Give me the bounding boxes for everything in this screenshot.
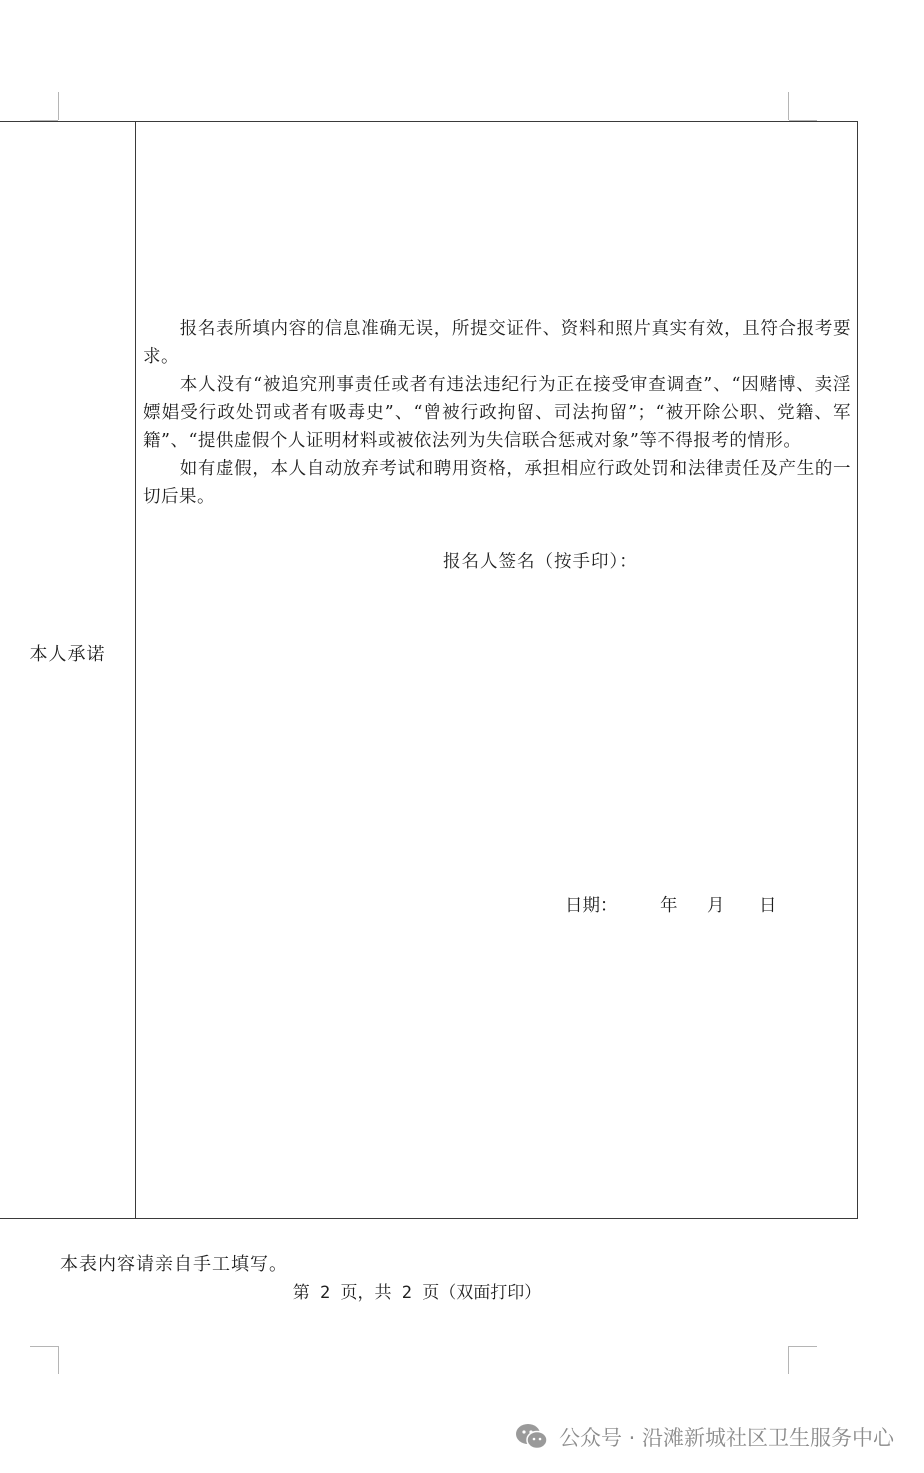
crop-mark-bottom-right-h bbox=[789, 1346, 817, 1347]
pledge-paragraph-2: 本人没有“被追究刑事责任或者有违法违纪行为正在接受审查调查”、“因赌博、卖淫嫖娼受行政处罚或者有吸毒史”、“曾被行政拘留、司法拘留”；“被开除公职、党籍、军籍”、“提供虚假个人证明材料或被依法列为失信联合惩戒对象”等不得报考的情形。 bbox=[143, 375, 851, 451]
date-row bbox=[565, 892, 777, 917]
pledge-paragraph-1: 报名表所填内容的信息准确无误，所提交证件、资料和照片真实有效，且符合报考要求。 bbox=[143, 319, 851, 367]
crop-mark-bottom-right bbox=[788, 1346, 789, 1374]
crop-mark-bottom-left bbox=[58, 1346, 59, 1374]
date-day: 日 bbox=[759, 896, 777, 916]
date-year: 年 bbox=[660, 896, 678, 916]
crop-mark-top-left bbox=[58, 92, 59, 120]
pledge-paragraph-3: 如有虚假，本人自动放弃考试和聘用资格，承担相应行政处罚和法律责任及产生的一切后果。 bbox=[143, 459, 851, 507]
crop-mark-top-right bbox=[788, 92, 789, 120]
pledge-table bbox=[0, 121, 858, 1219]
watermark-text: 公众号 · 沿滩新城社区卫生服务中心 bbox=[558, 1426, 894, 1450]
footer-note: 本表内容请亲自手工填写。 bbox=[60, 1254, 288, 1275]
signature-label: 报名人签名（按手印）： bbox=[443, 552, 638, 572]
watermark bbox=[515, 1422, 894, 1452]
crop-mark-bottom-left-h bbox=[30, 1346, 58, 1347]
date-month: 月 bbox=[707, 896, 725, 916]
table-column-divider bbox=[135, 121, 136, 1219]
date-label: 日期： bbox=[565, 896, 618, 916]
page-info: 第 2 页，共 2 页（双面打印） bbox=[292, 1283, 542, 1303]
wechat-icon bbox=[515, 1422, 549, 1452]
pledge-text bbox=[143, 315, 851, 511]
pledge-row-label: 本人承诺 bbox=[29, 644, 106, 665]
